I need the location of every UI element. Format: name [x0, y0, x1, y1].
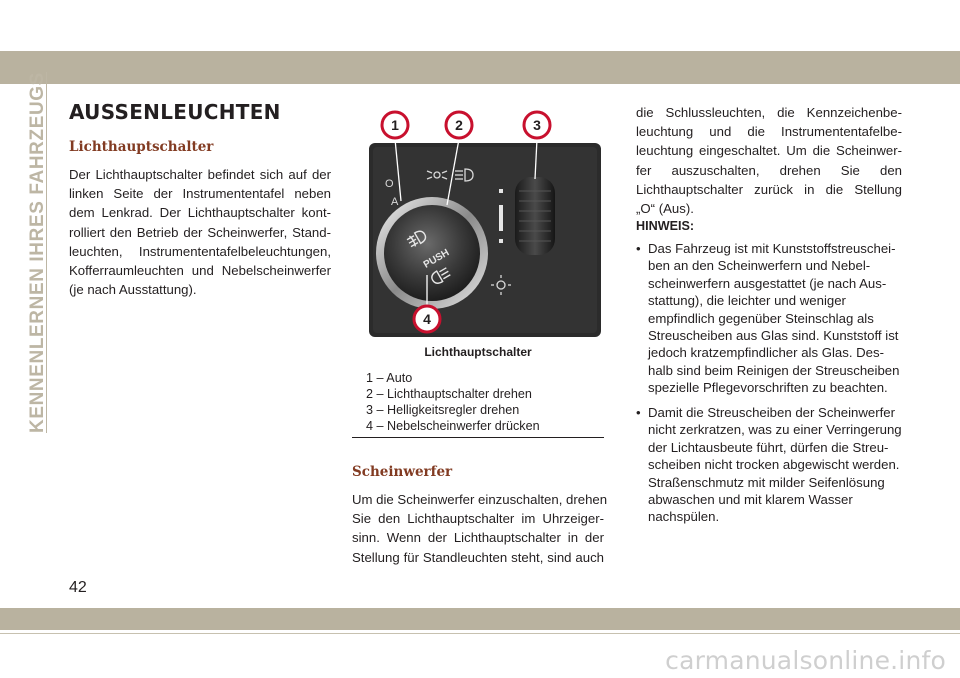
text-line: Streuscheiben aus Glas sind. Kunststoff ist: [648, 328, 899, 344]
text-line: halb sind beim Reinigen der Streuscheiben: [648, 362, 900, 378]
text-line: rolliert den Betrieb der Scheinwerfer, Stand-: [69, 224, 331, 240]
svg-text:4: 4: [423, 311, 431, 327]
text-line: scheinwerfern ausgestattet (je nach Aus-: [648, 275, 887, 291]
text-line: leuchten, Instrumententafelbeleuchtungen,: [69, 243, 331, 259]
auto-label: A: [391, 196, 399, 208]
text-line: abwaschen und mit klarem Wasser: [648, 492, 853, 508]
text-line: Stellung für Standleuchten steht, sind auch: [352, 549, 604, 565]
callout-1: [382, 112, 408, 138]
off-label: O: [385, 178, 394, 190]
svg-text:3: 3: [533, 117, 541, 133]
page-number: 42: [69, 579, 87, 596]
text-line: spezielle Pflegevorschriften zu beachten.: [648, 380, 888, 396]
text-line: (je nach Ausstattung).: [69, 282, 197, 298]
paragraph-continued: [636, 103, 902, 218]
paragraph-scheinwerfer: [352, 490, 608, 567]
text-line: empfindlich gegenüber Steinschlag als: [648, 310, 874, 326]
text-line: sinn. Wenn der Lichthauptschalter in der: [352, 530, 604, 546]
subheading-scheinwerfer: Scheinwerfer: [352, 464, 453, 480]
callout-2: [446, 112, 472, 138]
text-line: Um die Scheinwerfer einzuschalten, drehen: [352, 492, 608, 507]
note-bullet-2: [636, 404, 902, 526]
text-line: leuchtung eingeschaltet. Um die Scheinwer-: [636, 143, 902, 159]
text-line: der Lichtausbeute führt, dürfen die Streu-: [648, 439, 889, 455]
bullet-marker: •: [636, 241, 641, 256]
footer-band: [0, 608, 960, 630]
text-line: Straßenschmutz mit milder Seifenlösung: [648, 474, 885, 490]
text-line: scheiben nicht trocken abgewischt werden.: [648, 457, 900, 473]
svg-text:1: 1: [391, 117, 399, 133]
text-line: stattung), die leichter und weniger: [648, 293, 846, 309]
text-line: linken Seite der Instrumententafel neben: [69, 186, 331, 202]
text-line: fer auszuschalten, drehen Sie den: [636, 162, 902, 178]
text-line: „O“ (Aus).: [636, 201, 694, 217]
text-line: nicht zerkratzen, was zu einer Verringerung: [648, 422, 902, 438]
callout-4: [414, 306, 440, 332]
legend-item: 4 – Nebelscheinwerfer drücken: [366, 419, 540, 433]
legend-divider: [352, 437, 604, 438]
text-line: Lichthauptschalter zurück in die Stellung: [636, 181, 902, 197]
legend-item: 3 – Helligkeitsregler drehen: [366, 403, 520, 417]
note-title: HINWEIS:: [636, 219, 695, 233]
header-band: [0, 51, 960, 84]
text-line: Das Fahrzeug ist mit Kunststoffstreuschei-: [648, 241, 896, 256]
subheading-lichthauptschalter: Lichthauptschalter: [69, 139, 214, 155]
legend-item: 2 – Lichthauptschalter drehen: [366, 387, 532, 401]
watermark: carmanualsonline.info: [665, 646, 946, 675]
paragraph-lichthauptschalter: [69, 165, 331, 299]
callout-3: [524, 112, 550, 138]
text-line: leuchtung und die Instrumententafelbe-: [636, 124, 902, 140]
text-line: die Schlussleuchten, die Kennzeichenbe-: [636, 105, 902, 120]
text-line: Sie den Lichthauptschalter im Uhrzeiger-: [352, 511, 604, 527]
headlamp-switch-photo: [369, 105, 601, 337]
push-label: PUSH: [421, 247, 452, 271]
figure-legend: [366, 370, 540, 434]
dimmer-wheel[interactable]: [515, 177, 555, 255]
text-line: ben an den Scheinwerfern und Nebel-: [648, 258, 871, 274]
text-line: dem Lenkrad. Der Lichthauptschalter kont-: [69, 205, 331, 221]
chapter-side-label: KENNENLERNEN IHRES FAHRZEUGS: [27, 72, 48, 433]
footer-rule: [0, 633, 960, 634]
bullet-marker: •: [636, 405, 641, 420]
note-bullet-1: [636, 240, 902, 397]
text-line: Damit die Streuscheiben der Scheinwerfer: [648, 405, 896, 420]
text-line: Der Lichthauptschalter befindet sich auf der: [69, 167, 331, 182]
text-line: Kofferraumleuchten und Nebelscheinwerfer: [69, 263, 331, 279]
text-line: jedoch kratzempfindlicher als Glas. Des-: [648, 345, 885, 361]
figure-caption: Lichthauptschalter: [424, 345, 532, 359]
svg-text:2: 2: [455, 117, 463, 133]
legend-item: 1 – Auto: [366, 371, 413, 385]
text-line: nachspülen.: [648, 509, 720, 525]
section-heading: AUSSENLEUCHTEN: [69, 100, 281, 124]
